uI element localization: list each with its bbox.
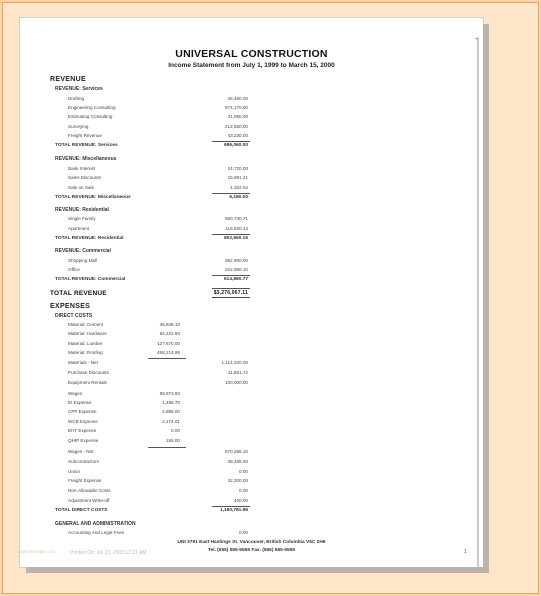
document-subtitle: Income Statement from July 1, 1999 to March 15, 2000 <box>168 62 335 69</box>
row-amount-detail: 127,670.00 <box>157 341 180 346</box>
row-label: Freight Revenue <box>68 133 102 138</box>
statement-row <box>20 96 483 105</box>
row-label: DIRECT COSTS <box>55 313 93 319</box>
printed-date: Printed On: Jul 23, 2003 12:21 AM <box>70 550 147 556</box>
row-amount: 11,661.72 <box>227 370 248 375</box>
row-amount: 0.00 <box>239 530 248 535</box>
total-rule <box>212 297 250 299</box>
total-rule <box>212 141 250 142</box>
row-label: Estimating Consulting <box>68 114 113 119</box>
row-label: EHT Expense <box>68 428 97 433</box>
row-amount: 15,991.21 <box>227 175 248 180</box>
row-label: Union <box>68 469 81 474</box>
row-label: Equipment Rentals <box>68 380 107 385</box>
row-label: CPP Expense <box>68 409 97 414</box>
statement-row <box>20 86 483 95</box>
statement-row <box>20 521 483 530</box>
row-label: Material: Cement <box>68 322 103 327</box>
row-label: REVENUE: Miscellaneous <box>55 156 117 162</box>
footer-address: UNI 3791 East Hastings St. Vancouver, British Columbia V5C 2H6 <box>177 540 326 545</box>
row-label: GENERAL AND ADMINISTRATION <box>55 521 136 527</box>
row-amount-detail: 45,848.10 <box>159 322 180 327</box>
row-label: Office <box>68 267 80 272</box>
row-label: EXPENSES <box>50 303 91 310</box>
row-label: Freight Expense <box>68 478 102 483</box>
statement-row <box>20 290 483 299</box>
row-label: Material: Roofing <box>68 350 103 355</box>
statement-row <box>20 216 483 225</box>
statement-row <box>20 341 483 350</box>
row-label: Apartment <box>68 226 90 231</box>
statement-row <box>20 419 483 428</box>
row-amount: 6,180.00 <box>229 195 248 200</box>
statement-row <box>20 459 483 468</box>
total-rule <box>148 358 186 359</box>
row-amount: 100,000.00 <box>225 380 248 385</box>
statement-row <box>20 185 483 194</box>
statement-row <box>20 391 483 400</box>
row-label: Sales Discounts <box>68 175 101 180</box>
row-label: TOTAL REVENUE: Residential <box>55 236 124 241</box>
row-label: TOTAL REVENUE: Commercial <box>55 277 126 282</box>
row-amount: 802,650.15 <box>223 236 248 241</box>
document-page <box>20 18 483 567</box>
statement-row <box>20 508 483 517</box>
row-label: EI Expense <box>68 400 92 405</box>
total-rule <box>212 275 250 276</box>
statement-row <box>20 360 483 369</box>
row-label: TOTAL REVENUE: Miscellaneous <box>55 195 131 200</box>
row-amount: $3,276,067.11 <box>213 290 248 296</box>
row-label: Accounting And Legal Fees <box>68 530 124 535</box>
row-amount: 686,060.00 <box>223 143 248 148</box>
statement-row <box>20 133 483 142</box>
statement-row <box>20 350 483 359</box>
statement-row <box>20 478 483 487</box>
row-label: Adjustment Write-off <box>68 498 110 503</box>
statement-row <box>20 313 483 322</box>
statement-row <box>20 195 483 204</box>
row-amount: 42,200.00 <box>227 478 248 483</box>
statement-row <box>20 380 483 389</box>
statement-row <box>20 488 483 497</box>
statement-row <box>20 143 483 152</box>
row-amount: 1,190,781.96 <box>219 508 248 513</box>
statement-row <box>20 438 483 447</box>
statement-row <box>20 105 483 114</box>
total-rule <box>148 447 186 448</box>
statement-row <box>20 277 483 286</box>
row-amount: 1,322.04 <box>230 185 248 190</box>
row-amount-detail: 155.00 <box>165 438 180 443</box>
row-label: REVENUE <box>50 76 86 83</box>
total-rule <box>212 234 250 235</box>
statement-row <box>20 303 483 312</box>
row-label: Single Family <box>68 216 96 221</box>
row-label: Sale on Sale <box>68 185 95 190</box>
row-label: Bank Interest <box>68 166 96 171</box>
statement-row <box>20 400 483 409</box>
row-amount-detail: 0.00 <box>171 428 180 433</box>
row-label: REVENUE: Residential <box>55 207 109 213</box>
statement-row <box>20 331 483 340</box>
row-label: TOTAL DIRECT COSTS <box>55 508 108 513</box>
total-rule <box>212 193 250 194</box>
row-label: Wages <box>68 391 83 396</box>
row-label: Drafting <box>68 96 85 101</box>
statement-row <box>20 409 483 418</box>
statement-row <box>20 258 483 267</box>
statement-row <box>20 226 483 235</box>
statement-row <box>20 498 483 507</box>
row-amount: 45,460.00 <box>227 96 248 101</box>
row-amount-detail: 89,873.80 <box>159 391 180 396</box>
total-rule <box>212 506 250 507</box>
row-amount: 614,860.77 <box>223 277 248 282</box>
row-amount: 870,258.10 <box>225 449 248 454</box>
row-amount: 362,900.00 <box>225 258 248 263</box>
statement-row <box>20 175 483 184</box>
statement-row <box>20 114 483 123</box>
row-label: Purchase Discounts <box>68 370 109 375</box>
row-label: REVENUE: Services <box>55 86 103 92</box>
statement-row <box>20 76 483 85</box>
row-amount: 0.00 <box>239 488 248 493</box>
footer-contact: Tel. (555) 555-5555 Fax. (555) 555-5555 <box>207 548 296 553</box>
statement-row <box>20 156 483 165</box>
row-amount: 41,060.00 <box>227 114 248 119</box>
row-label: Non-Allowable Costs <box>68 488 111 493</box>
row-label: Wages - Net <box>68 449 94 454</box>
row-label: Subcontractors <box>68 459 99 464</box>
document-title: UNIVERSAL CONSTRUCTION <box>175 48 328 60</box>
row-amount: 1,114,320.00 <box>221 360 248 365</box>
statement-row <box>20 449 483 458</box>
row-label: REVENUE: Commercial <box>55 248 111 254</box>
statement-row <box>20 530 483 539</box>
row-amount: 222,960.10 <box>225 267 248 272</box>
row-label: Materials - Net <box>68 360 98 365</box>
statement-row <box>20 248 483 257</box>
statement-row <box>20 469 483 478</box>
total-rule <box>212 288 250 289</box>
statement-row <box>20 124 483 133</box>
row-amount: 38,458.00 <box>227 459 248 464</box>
row-amount-detail: 2,174.01 <box>162 419 180 424</box>
statement-row <box>20 267 483 276</box>
row-amount: 400.00 <box>233 498 248 503</box>
row-amount: 116,620.44 <box>225 226 248 231</box>
row-label: Material: Hardware <box>68 331 107 336</box>
page-number: 1 <box>464 549 467 555</box>
row-amount-detail: 94,222.90 <box>159 331 180 336</box>
row-label: QHIP Expense <box>68 438 99 443</box>
row-amount: 212,550.00 <box>225 124 248 129</box>
row-label: TOTAL REVENUE: Services <box>55 143 118 148</box>
row-label: WCB Expense <box>68 419 98 424</box>
row-amount-detail: 2,888.00 <box>162 409 180 414</box>
row-label: Shopping Mall <box>68 258 98 263</box>
statement-row <box>20 207 483 216</box>
row-amount: 874,170.00 <box>225 105 248 110</box>
row-label: Engineering Consulting <box>68 105 116 110</box>
statement-row <box>20 322 483 331</box>
row-amount: 24,720.00 <box>227 166 248 171</box>
row-label: Material: Lumber <box>68 341 103 346</box>
row-amount: 0.00 <box>239 469 248 474</box>
row-amount: 560,730.71 <box>225 216 248 221</box>
row-amount-detail: 1,486.70 <box>162 400 180 405</box>
statement-row <box>20 236 483 245</box>
row-label: Surveying <box>68 124 89 129</box>
row-amount-detail: 488,214.99 <box>157 350 180 355</box>
statement-row <box>20 166 483 175</box>
row-amount: 43,230.00 <box>227 133 248 138</box>
statement-row <box>20 370 483 379</box>
watermark: www.example.com <box>18 549 56 554</box>
statement-row <box>20 428 483 437</box>
row-label: TOTAL REVENUE <box>50 290 107 297</box>
corner-mark: + <box>474 36 479 43</box>
